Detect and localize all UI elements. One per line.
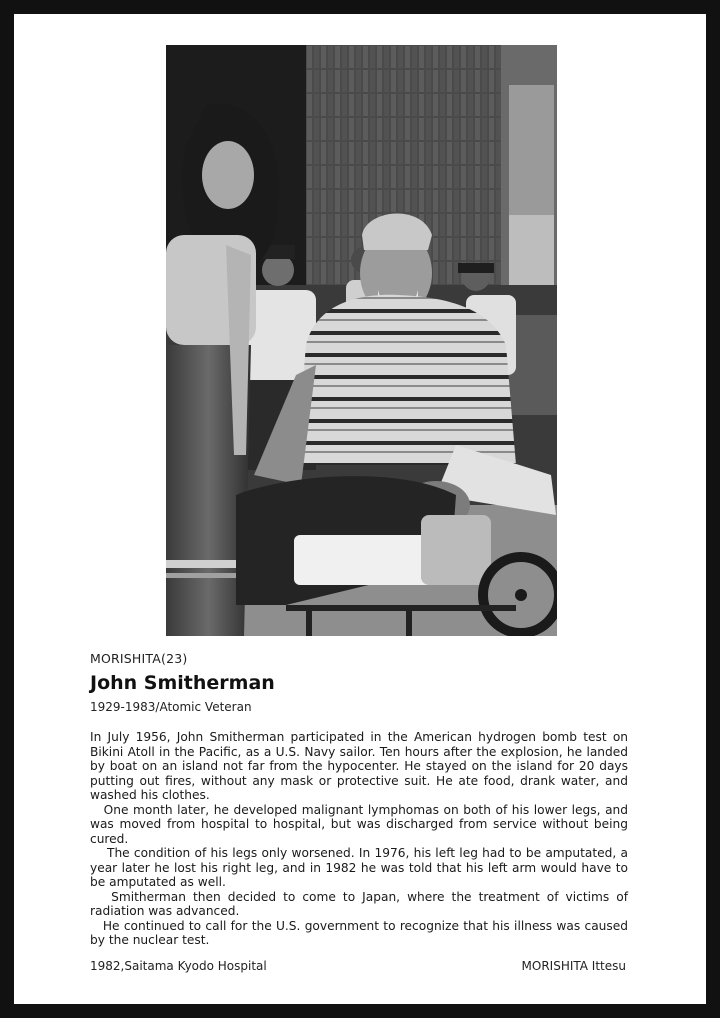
photographer-credit: MORISHITA Ittesu [521, 959, 626, 973]
subject-dates: 1929-1983/Atomic Veteran [90, 700, 252, 714]
paragraph: The condition of his legs only worsened. In 1976, his left leg had to be amputated, a year later he lost his right leg, and in 1982 he was told that his left arm would have to be amputated as well. [90, 846, 632, 889]
paragraph: He continued to call for the U.S. government to recognize that his illness was caused by the nuclear test. [90, 918, 632, 947]
paragraph: One month later, he developed malignant lymphomas on both of his lower legs, and was moved from hospital to hospital, but was discharged from service without being cured. [90, 802, 632, 846]
poster-sheet [14, 14, 706, 1004]
portrait-photo [166, 45, 557, 636]
subject-name: John Smitherman [90, 672, 275, 694]
paragraph: Smitherman then decided to come to Japan, where the treatment of victims of radiation was advanced. [90, 889, 632, 918]
paragraph: In July 1956, John Smitherman participated in the American hydrogen bomb test on Bikini Atoll in the Pacific, as a U.S. Navy sailor. Ten hours after the explosion, he landed by boat on an island not far from the hypocenter. He stayed on the island for 20 days putting out fires, without any mask or protective suit. He ate food, drank water, and washed his clothes. [90, 730, 628, 802]
photo-location: 1982,Saitama Kyodo Hospital [90, 959, 267, 973]
series-label: MORISHITA(23) [90, 651, 188, 666]
biography-text [90, 730, 632, 948]
